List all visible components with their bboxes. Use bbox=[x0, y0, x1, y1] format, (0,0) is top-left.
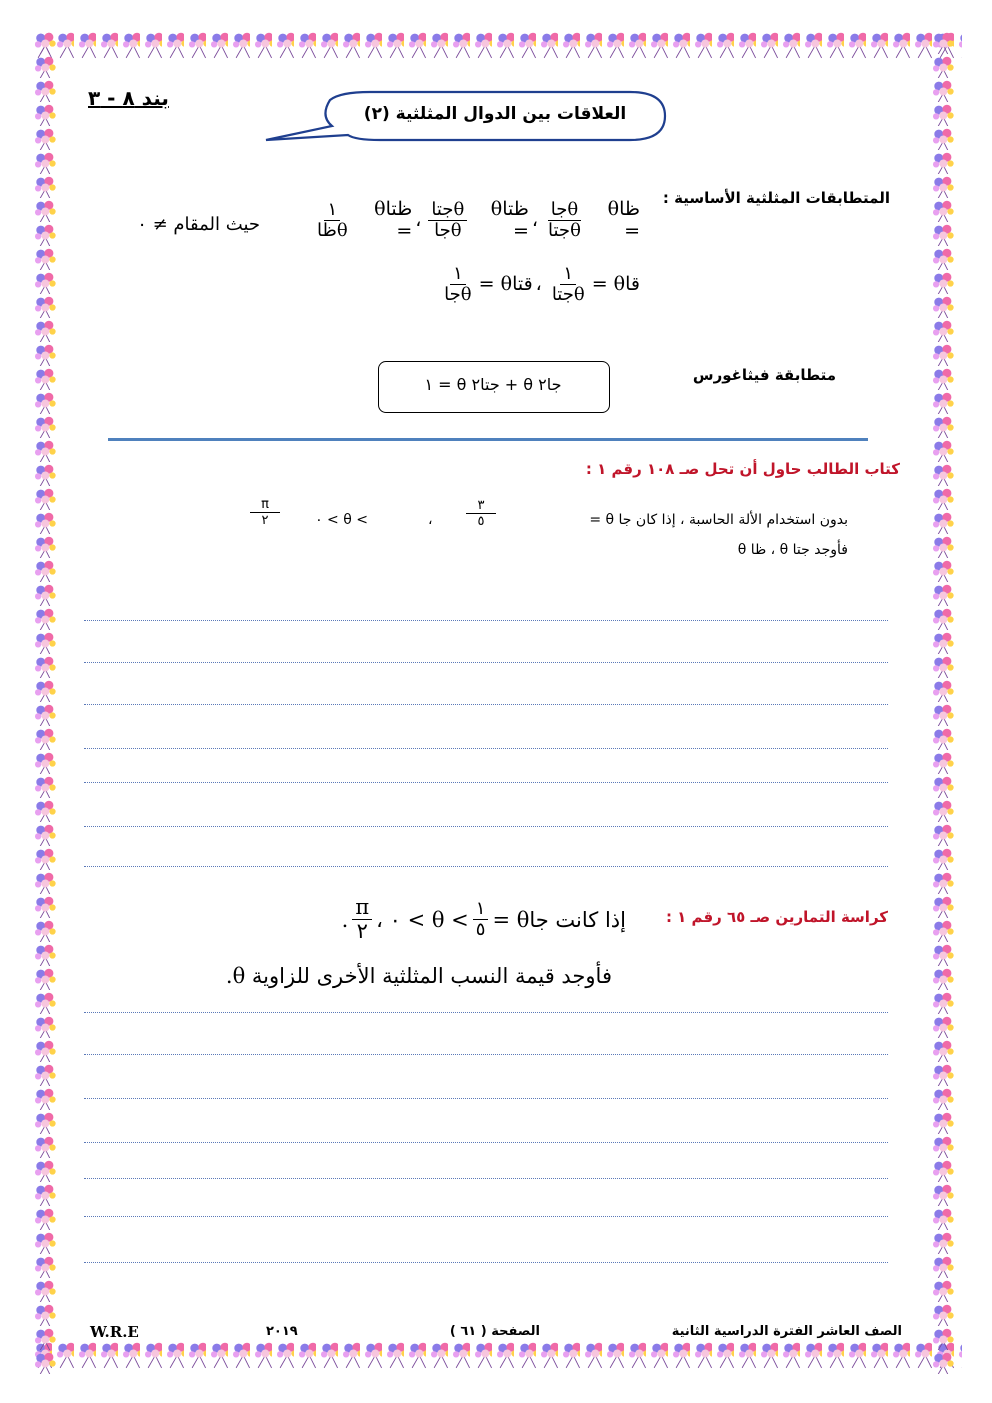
writing-line bbox=[84, 782, 888, 783]
separator: ، bbox=[535, 273, 542, 296]
pythagoras-identity: جا٢ θ + جتا٢ θ = ١ bbox=[424, 375, 562, 394]
book-task-heading: كتاب الطالب حاول أن تحل صـ ١٠٨ رقم ١ : bbox=[585, 460, 900, 478]
writing-line bbox=[84, 662, 888, 663]
separator: ، bbox=[531, 209, 539, 231]
fraction-sin-over-cos: $\frac{\text{جاθ}}{\text{جتاθ}}$ bbox=[548, 198, 581, 241]
fraction-one-over-tan: $\frac{١}{\text{ظاθ}}$ bbox=[317, 198, 348, 241]
basic-identities-heading: المتطابقات المثلثية الأساسية : bbox=[662, 189, 890, 207]
book-frac-pi-2: π ٢ bbox=[250, 497, 280, 528]
section-divider bbox=[108, 438, 868, 441]
identities-row-1 bbox=[310, 198, 640, 242]
title-bubble bbox=[260, 88, 672, 160]
footer-year: ٢٠١٩ bbox=[266, 1324, 298, 1339]
book-range: ٠ < θ < bbox=[315, 512, 368, 528]
if-text: إذا كانت جاθ = bbox=[492, 907, 626, 932]
csc-lhs: قتاθ = bbox=[478, 273, 533, 296]
writing-line bbox=[84, 1262, 888, 1263]
period: . bbox=[341, 907, 349, 932]
footer-grade: الصف العاشر الفترة الدراسية الثانية bbox=[671, 1324, 902, 1339]
fraction-1-over-5: $\frac{١}{٥}$ bbox=[473, 899, 489, 940]
writing-line bbox=[84, 866, 888, 867]
identities-row-2 bbox=[400, 264, 640, 305]
section-label: بند ٨ - ٣ bbox=[88, 86, 169, 110]
fraction-one-over-sin: $\frac{١}{\text{جاθ}}$ bbox=[444, 263, 472, 305]
book-task-line1: بدون استخدام الألة الحاسبة ، إذا كان جا θ = bbox=[589, 512, 848, 528]
sec-lhs: قاθ = bbox=[591, 273, 640, 296]
writing-line bbox=[84, 704, 888, 705]
writing-line bbox=[84, 826, 888, 827]
page-title: العلاقات بين الدوال المثلثية (٢) bbox=[363, 104, 627, 124]
writing-line bbox=[84, 620, 888, 621]
tan-lhs: ظاθ = bbox=[607, 198, 640, 242]
footer-author: W.R.E bbox=[90, 1323, 139, 1341]
writing-line bbox=[84, 1012, 888, 1013]
balloon-border-left bbox=[30, 30, 64, 1374]
range-text: ، ٠ < θ < bbox=[376, 907, 469, 932]
separator: ، bbox=[415, 209, 422, 231]
writing-line bbox=[84, 1098, 888, 1099]
book-comma: ، bbox=[428, 512, 433, 528]
balloon-border-top bbox=[30, 30, 962, 64]
balloon-border-right bbox=[928, 30, 962, 1374]
book-frac-3-5: ٣ ٥ bbox=[466, 498, 496, 529]
cot-lhs: ظتاθ = bbox=[490, 198, 529, 242]
fraction-cos-over-sin: $\frac{\text{جتاθ}}{\text{جاθ}}$ bbox=[428, 200, 467, 241]
pythagoras-label: متطابقة فيثاغورس bbox=[692, 366, 836, 384]
workbook-task-line1 bbox=[290, 896, 626, 943]
writing-line bbox=[84, 1054, 888, 1055]
writing-line bbox=[84, 1142, 888, 1143]
denominator-condition: حيث المقام ≠ ٠ bbox=[137, 214, 260, 235]
workbook-task-line2: فأوجد قيمة النسب المثلثية الأخرى للزاوية θ. bbox=[225, 964, 612, 988]
writing-line bbox=[84, 748, 888, 749]
footer-page-number: الصفحة ( ٦١ ) bbox=[449, 1324, 540, 1339]
writing-line bbox=[84, 1178, 888, 1179]
fraction-pi-over-2: $\frac{\pi}{٢}$ bbox=[352, 896, 372, 943]
workbook-task-heading: كراسة التمارين صـ ٦٥ رقم ١ : bbox=[665, 908, 888, 926]
book-task-line2: فأوجد جتا θ ، ظا θ bbox=[737, 542, 848, 558]
fraction-one-over-cos: $\frac{١}{\text{جتاθ}}$ bbox=[551, 263, 585, 305]
cot-lhs-2: ظتاθ = bbox=[374, 198, 413, 242]
writing-line bbox=[84, 1216, 888, 1217]
balloon-border-bottom bbox=[30, 1340, 962, 1374]
